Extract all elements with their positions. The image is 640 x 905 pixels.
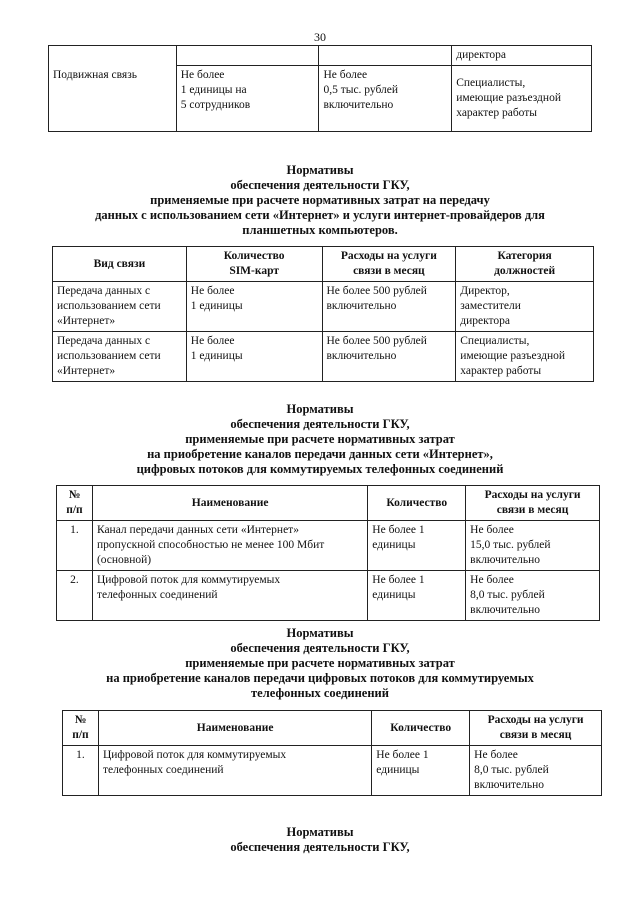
table-row <box>63 746 602 796</box>
table-cell: Не более 500 рублей включительно <box>322 282 456 332</box>
heading-line: обеспечения деятельности ГКУ, <box>230 840 410 854</box>
table-cell: 1. <box>57 521 93 571</box>
heading-line: применяемые при расчете нормативных затрат на передачу <box>150 193 490 207</box>
column-header: Наименование <box>98 711 371 746</box>
data-transfer-table <box>52 246 594 382</box>
mobile-connection-table <box>48 45 592 132</box>
page-number: 30 <box>314 30 326 44</box>
table-cell: Подвижная связь <box>49 66 177 132</box>
table-cell: Передача данных с использованием сети «Интернет» <box>53 282 187 332</box>
table-cell: Не более 15,0 тыс. рублей включительно <box>466 521 600 571</box>
heading-line: обеспечения деятельности ГКУ, <box>230 641 410 655</box>
column-header: Количество <box>368 486 466 521</box>
heading-line: цифровых потоков для коммутируемых телефонных соединений <box>136 462 504 476</box>
table-cell: Не более 1 единицы <box>186 282 322 332</box>
table-row <box>53 282 594 332</box>
table-cell: Передача данных с использованием сети «Интернет» <box>53 332 187 382</box>
table-cell: Директор, заместители директора <box>456 282 594 332</box>
table-cell: Не более 1 единицы <box>368 571 466 621</box>
heading-line: на приобретение каналов передачи цифровых потоков для коммутируемых <box>106 671 534 685</box>
heading-line: обеспечения деятельности ГКУ, <box>230 178 410 192</box>
table-cell: 2. <box>57 571 93 621</box>
table-cell: 1. <box>63 746 99 796</box>
column-header: Количество SIM-карт <box>186 247 322 282</box>
heading-line: Нормативы <box>286 163 354 177</box>
table-cell <box>49 46 177 66</box>
digital-streams-table <box>62 710 602 796</box>
heading-line: на приобретение каналов передачи данных сети «Интернет», <box>147 447 493 461</box>
column-header: Расходы на услуги связи в месяц <box>322 247 456 282</box>
table-cell: директора <box>452 46 592 66</box>
heading-line: планшетных компьютеров. <box>242 223 398 237</box>
column-header: № п/п <box>63 711 99 746</box>
column-header: Расходы на услуги связи в месяц <box>470 711 602 746</box>
table-cell: Канал передачи данных сети «Интернет» пропускной способностью не менее 100 Мбит (основной) <box>92 521 367 571</box>
section3-heading <box>60 626 580 701</box>
table-cell: Не более 0,5 тыс. рублей включительно <box>319 66 452 132</box>
table-cell: Не более 1 единицы <box>372 746 470 796</box>
table-cell: Не более 500 рублей включительно <box>322 332 456 382</box>
heading-line: обеспечения деятельности ГКУ, <box>230 417 410 431</box>
heading-line: Нормативы <box>286 626 354 640</box>
heading-line: Нормативы <box>286 402 354 416</box>
column-header: Расходы на услуги связи в месяц <box>466 486 600 521</box>
table-cell: Не более 1 единицы <box>368 521 466 571</box>
table-cell: Не более 1 единицы <box>186 332 322 382</box>
heading-line: телефонных соединений <box>251 686 389 700</box>
heading-line: применяемые при расчете нормативных затрат <box>185 656 455 670</box>
table-cell: Цифровой поток для коммутируемых телефонных соединений <box>98 746 371 796</box>
internet-channels-table <box>56 485 600 621</box>
heading-line: Нормативы <box>286 825 354 839</box>
table-cell: Специалисты, имеющие разъездной характер работы <box>452 66 592 132</box>
table-row <box>53 332 594 382</box>
table-cell <box>176 46 319 66</box>
table-cell: Не более 8,0 тыс. рублей включительно <box>470 746 602 796</box>
section2-heading <box>60 402 580 477</box>
table-cell <box>319 46 452 66</box>
table-cell: Не более 1 единицы на 5 сотрудников <box>176 66 319 132</box>
column-header: Наименование <box>92 486 367 521</box>
heading-line: данных с использованием сети «Интернет» и услуги интернет-провайдеров для <box>95 208 545 222</box>
column-header: Количество <box>372 711 470 746</box>
table-cell: Специалисты, имеющие разъездной характер работы <box>456 332 594 382</box>
column-header: № п/п <box>57 486 93 521</box>
table-row <box>57 521 600 571</box>
heading-line: применяемые при расчете нормативных затрат <box>185 432 455 446</box>
table-cell: Цифровой поток для коммутируемых телефонных соединений <box>92 571 367 621</box>
section1-heading <box>60 163 580 238</box>
column-header: Вид связи <box>53 247 187 282</box>
table-cell: Не более 8,0 тыс. рублей включительно <box>466 571 600 621</box>
table-row <box>57 571 600 621</box>
section4-heading <box>60 825 580 855</box>
column-header: Категория должностей <box>456 247 594 282</box>
